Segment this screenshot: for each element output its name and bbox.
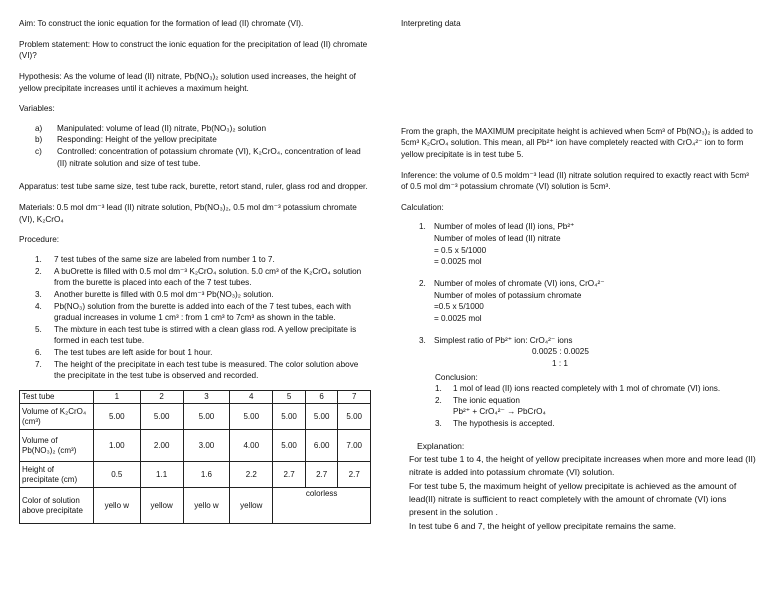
explanation-title: Explanation: — [417, 440, 465, 451]
table-row — [20, 430, 371, 462]
table-cell: 2.7 — [273, 462, 306, 488]
materials: Materials: 0.5 mol dm⁻³ lead (II) nitrate solution, Pb(NO₃)₂, 0.5 mol dm⁻³ potassium chromate (VI), K₂CrO₄ — [19, 203, 357, 224]
list-item: c) Controlled: concentration of potassium chromate (VI), K₂CrO₄, concentration of lead (II) nitrate solution and size of test tube. — [35, 147, 361, 168]
table-cell: colorless — [273, 488, 371, 524]
problem-statement: Problem statement: How to construct the ionic equation for the precipitation of lead (II) chromate (VI)? — [19, 39, 368, 61]
table-header-cell: 3 — [183, 391, 230, 404]
table-row — [20, 488, 371, 524]
variables-list — [35, 123, 371, 170]
table-row — [20, 404, 371, 430]
table-cell: 4.00 — [230, 430, 273, 462]
row-label: Color of solution above precipitate — [20, 488, 94, 524]
list-item: 1. 1 mol of lead (II) ions reacted completely with 1 mol of chromate (VI) ions. — [435, 384, 721, 394]
table-cell: yellow — [230, 488, 273, 524]
table-cell: 1.00 — [94, 430, 141, 462]
calculation-title: Calculation: — [401, 202, 444, 212]
table-header-row — [20, 391, 371, 404]
table-header-cell: 4 — [230, 391, 273, 404]
explanation-line: In test tube 6 and 7, the height of yellow precipitate remains the same. — [409, 520, 677, 531]
list-item: 7. The height of the precipitate in each test tube is measured. The color solution above the precipitate in the test tube is observed and recorded. — [35, 359, 359, 381]
row-label: Volume of K₂CrO₄ (cm³) — [20, 404, 94, 430]
table-cell: 1.1 — [140, 462, 183, 488]
explanation-line: For test tube 5, the maximum height of yellow precipitate is achieved as the amount of lead(II) nitrate is sufficient to react completely with the amount of chromate (VI) ions present in the solution . — [409, 480, 737, 518]
row-label: Height of precipitate (cm) — [20, 462, 94, 488]
aim: Aim: To construct the ionic equation for the formation of lead (II) chromate (VI). — [19, 19, 304, 28]
table-cell: 5.00 — [140, 404, 183, 430]
table-cell: 2.7 — [338, 462, 371, 488]
hypothesis: Hypothesis: As the volume of lead (II) nitrate, Pb(NO₃)₂ solution used increases, the height of yellow precipitate increases until it achieves a maximum height. — [19, 71, 356, 93]
calculation-step-1: 1. Number of moles of lead (II) ions, Pb²⁺ Number of moles of lead (II) nitrate = 0.5 x 5/1000 = 0.0025 mol — [419, 222, 575, 267]
table-cell: 2.2 — [230, 462, 273, 488]
table-cell: 7.00 — [338, 430, 371, 462]
table-cell: yello w — [94, 488, 141, 524]
table-cell: 5.00 — [305, 404, 338, 430]
procedure-title: Procedure: — [19, 235, 60, 245]
explanation-line: For test tube 1 to 4, the height of yellow precipitate increases when more and more lead (II) nitrate is added into potassium chromate (VI) solution. — [409, 454, 756, 478]
table-cell: 3.00 — [183, 430, 230, 462]
table-cell: 6.00 — [305, 430, 338, 462]
left-column — [19, 18, 371, 524]
calculation-step-2: 2. Number of moles of chromate (VI) ions, CrO₄²⁻ Number of moles of potassium chromate =0.5 x 5/1000 = 0.0025 mol — [419, 279, 605, 323]
procedure-list — [35, 254, 371, 382]
conclusion-title: Conclusion: — [435, 372, 478, 382]
calculation-step-3: 3. Simplest ratio of Pb²⁺ ion: CrO₄²⁻ ions 0.0025 : 0.0025 1 : 1 — [419, 335, 589, 368]
list-item: a) Manipulated: volume of lead (II) nitrate, Pb(NO₃)₂ solution — [35, 123, 267, 133]
inference: Inference: the volume of 0.5 moldm⁻³ lead (II) nitrate solution required to exactly react with 5cm³ of 0.5 mol dm⁻³ potassium chromate (VI) solution is 5cm³. — [401, 170, 749, 192]
table-header-cell: 2 — [140, 391, 183, 404]
interpretation-paragraph: From the graph, the MAXIMUM precipitate height is achieved when 5cm³ of Pb(NO₃)₂ is added to 5cm³ K₂CrO₄ solution. This mean, all Pb²⁺ ion have completely reacted with CrO₄²⁻ ion to form yellow precipitate is in test tube 5. — [401, 126, 753, 159]
table-cell: yello w — [183, 488, 230, 524]
row-label: Volume of Pb(NO₃)₂ (cm³) — [20, 430, 94, 462]
list-item: 4. Pb(NO₃) solution from the burette is added into each of the 7 test tubes, each with gradual increases in volume 1 cm³ : from 1 cm³ to 7cm³ as shown in the table. — [35, 301, 351, 323]
table-header-cell: 7 — [338, 391, 371, 404]
table-header-cell: 6 — [305, 391, 338, 404]
table-cell: 2.7 — [305, 462, 338, 488]
list-item: 5. The mixture in each test tube is stirred with a clean glass rod. A yellow precipitate is formed in each test tube. — [35, 324, 357, 346]
list-item: 3. Another burette is filled with 0.5 mol dm⁻³ Pb(NO₃)₂ solution. — [35, 289, 274, 299]
table-cell: 5.00 — [338, 404, 371, 430]
list-item: 2. The ionic equation — [435, 395, 520, 405]
table-header-cell: Test tube — [20, 391, 94, 404]
explanation — [409, 440, 757, 533]
table-header-cell: 1 — [94, 391, 141, 404]
table-cell: 5.00 — [94, 404, 141, 430]
variables-title: Variables: — [19, 104, 55, 114]
section-title: Interpreting data — [401, 19, 461, 28]
table-cell: 5.00 — [230, 404, 273, 430]
table-cell: yellow — [140, 488, 183, 524]
table-header-cell: 5 — [273, 391, 306, 404]
table-cell: 5.00 — [273, 430, 306, 462]
list-item: 2. A buOrette is filled with 0.5 mol dm⁻³ K₂CrO₄ solution. 5.0 cm³ of the K₂CrO₄ solution from the burette is placed into each of the 7 test tubes. — [35, 266, 362, 288]
results-table — [19, 390, 371, 524]
table-cell: 1.6 — [183, 462, 230, 488]
list-item: 3. The hypothesis is accepted. — [435, 419, 555, 429]
table-cell: 5.00 — [183, 404, 230, 430]
ionic-equation: Pb²⁺ + CrO₄²⁻ → PbCrO₄ — [453, 407, 546, 417]
right-column — [401, 18, 756, 533]
list-item: b) Responding: Height of the yellow precipitate — [35, 135, 217, 145]
list-item: 6. The test tubes are left aside for bout 1 hour. — [35, 348, 213, 358]
apparatus: Apparatus: test tube same size, test tube rack, burette, retort stand, ruler, glass rod and dropper. — [19, 182, 368, 192]
list-item: 1. 7 test tubes of the same size are labeled from number 1 to 7. — [35, 254, 275, 264]
table-cell: 0.5 — [94, 462, 141, 488]
conclusion — [435, 372, 753, 430]
table-row — [20, 462, 371, 488]
table-cell: 5.00 — [273, 404, 306, 430]
table-cell: 2.00 — [140, 430, 183, 462]
